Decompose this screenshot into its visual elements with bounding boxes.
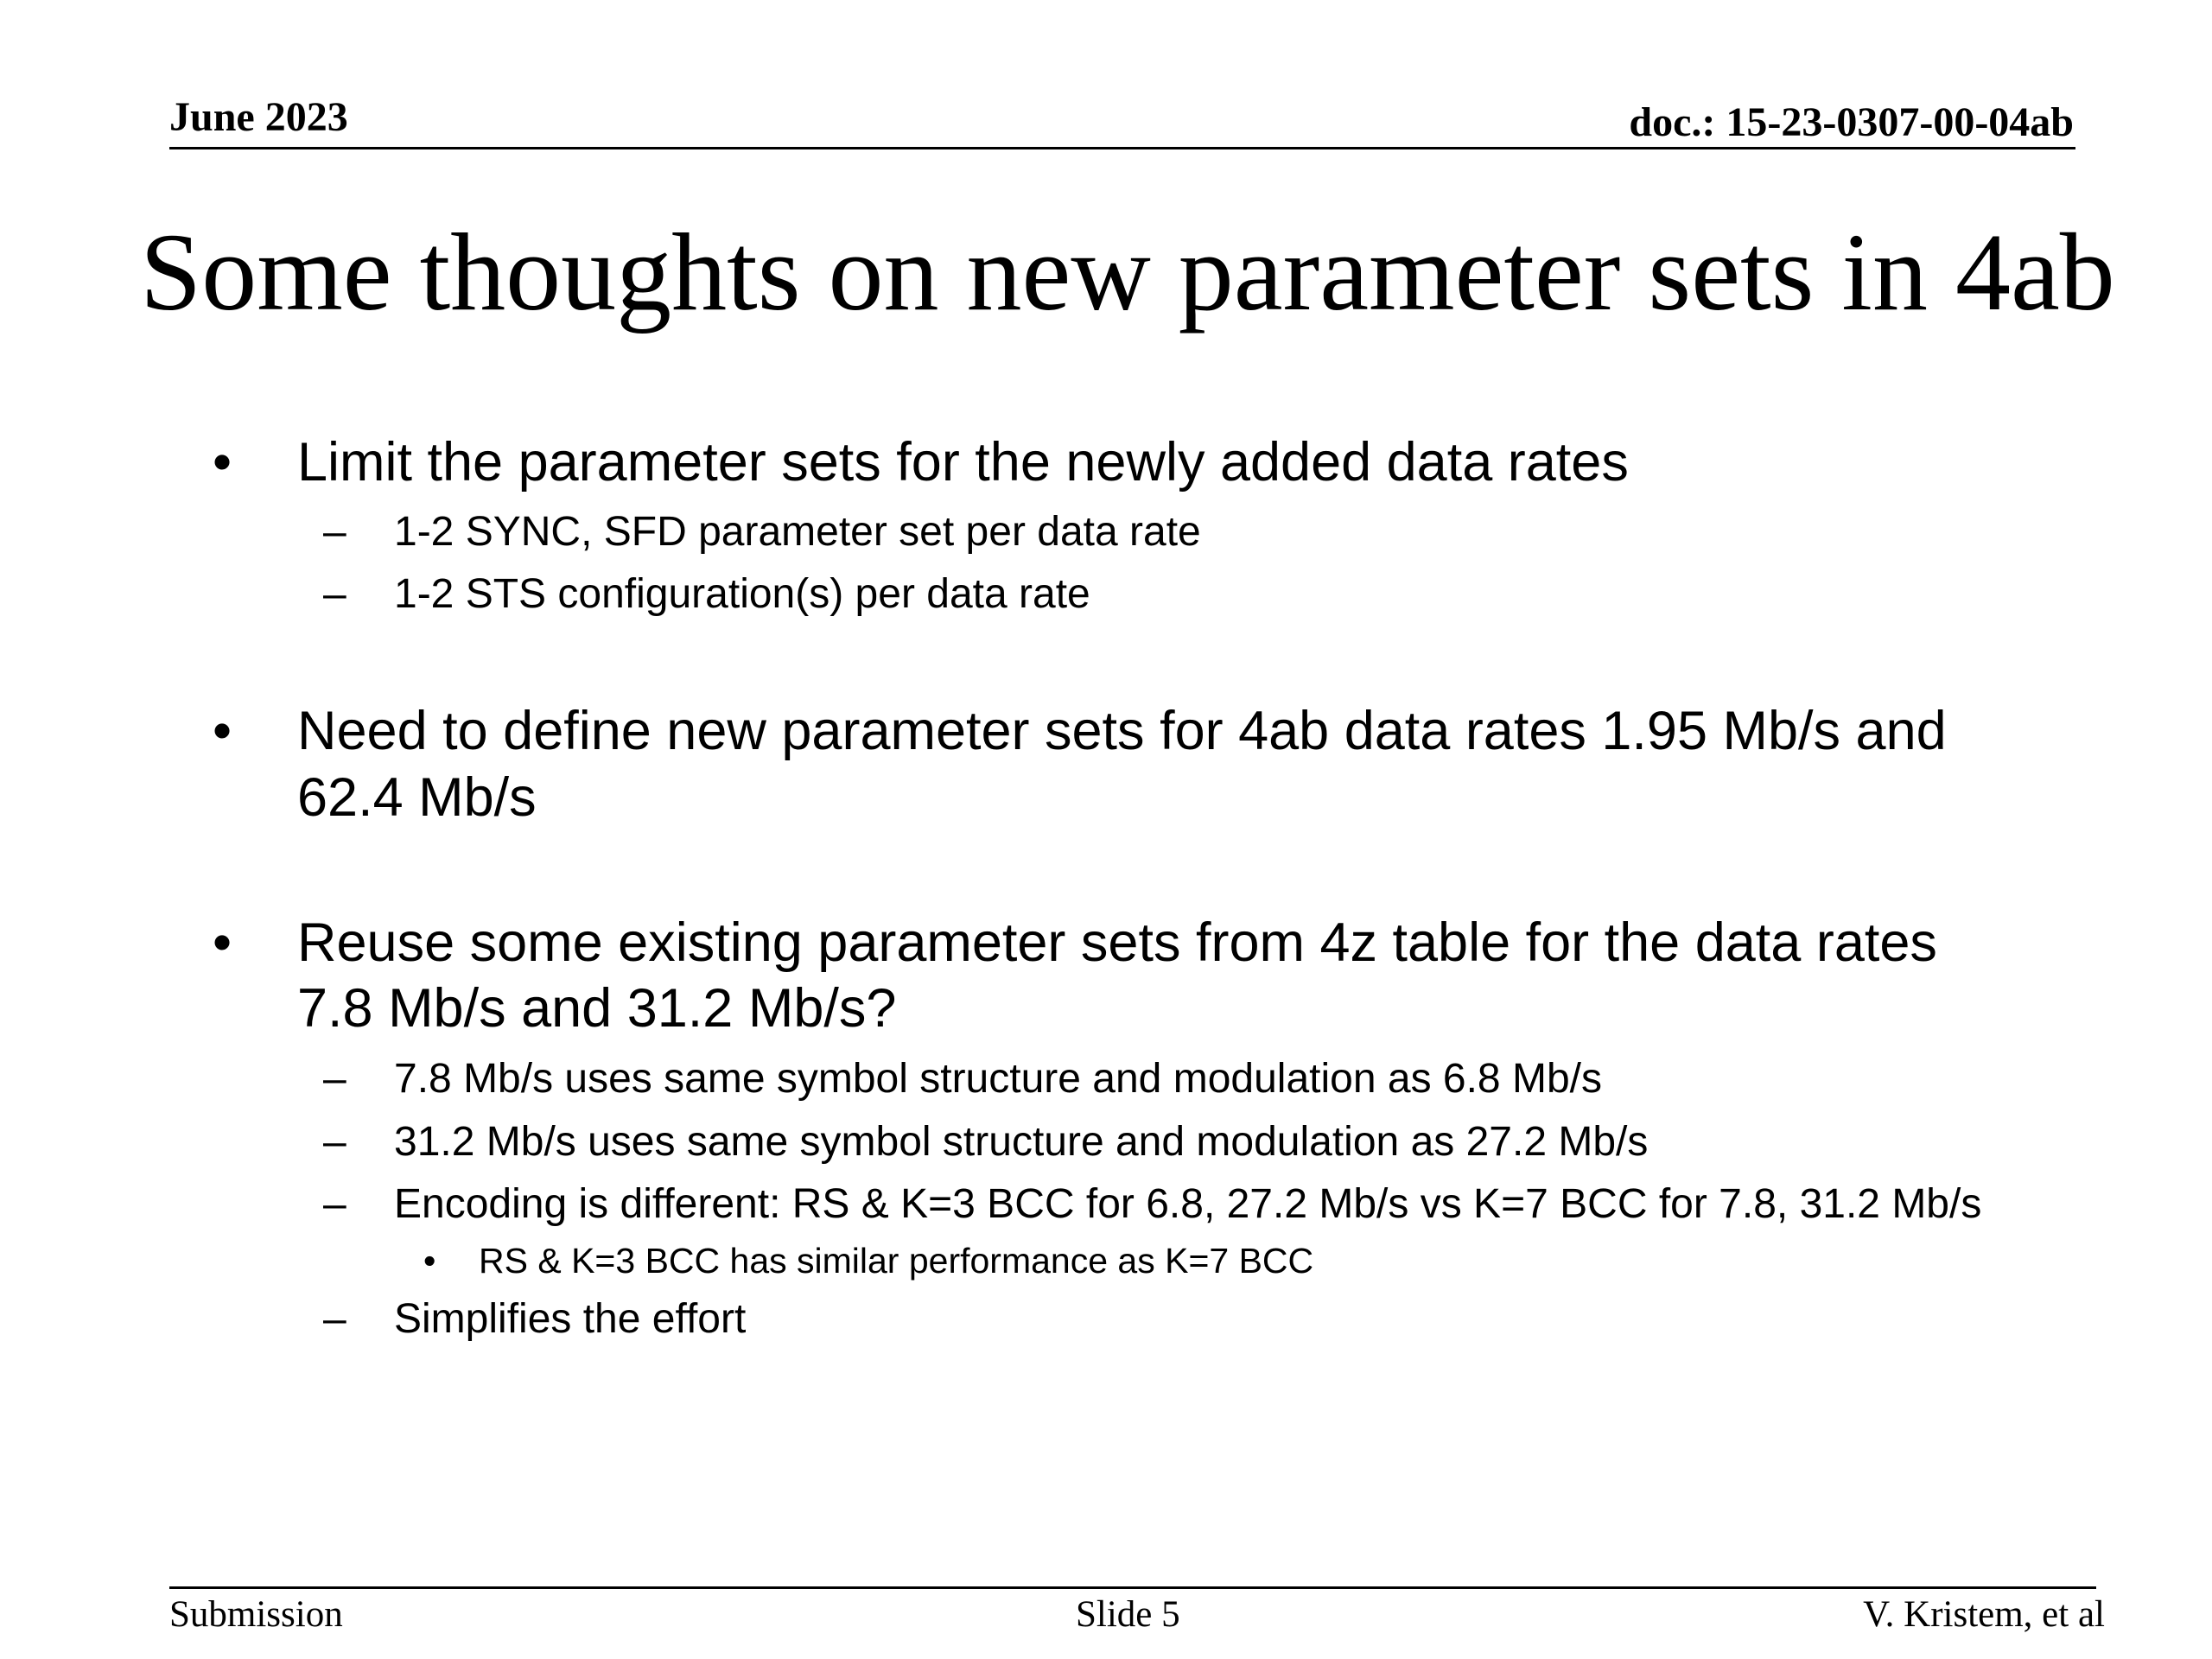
bullet-text-continuation: 7.8 Mb/s and 31.2 Mb/s?	[297, 978, 897, 1039]
bullet-text: Need to define new parameter sets for 4ab data rates 1.95 Mb/s and	[297, 701, 1947, 761]
bullet-text: Limit the parameter sets for the newly added data rates	[297, 432, 1629, 493]
bullet-marker: •	[213, 432, 232, 493]
sub-bullet-text: 7.8 Mb/s uses same symbol structure and modulation as 6.8 Mb/s	[394, 1056, 1602, 1102]
slide-title: Some thoughts on new parameter sets in 4ab	[140, 211, 2115, 334]
sub-bullet-text: 1-2 STS configuration(s) per data rate	[394, 571, 1090, 617]
sub-bullet-marker: –	[323, 509, 346, 555]
sub-bullet-text: Encoding is different: RS & K=3 BCC for 6.8, 27.2 Mb/s vs K=7 BCC for 7.8, 31.2 Mb/s	[394, 1181, 1982, 1227]
sub-bullet-marker: –	[323, 1119, 346, 1165]
footer-submission: Submission	[169, 1594, 343, 1635]
bullet-text-continuation: 62.4 Mb/s	[297, 767, 537, 828]
sub-bullet-text: 1-2 SYNC, SFD parameter set per data rate	[394, 509, 1201, 555]
sub-bullet-marker: –	[323, 1181, 346, 1227]
sub-bullet-text: Simplifies the effort	[394, 1296, 747, 1342]
sub-bullet-text: 31.2 Mb/s uses same symbol structure and modulation as 27.2 Mb/s	[394, 1119, 1649, 1165]
header-rule	[169, 147, 2075, 149]
footer-slide-number: Slide 5	[1076, 1594, 1180, 1635]
footer-rule	[169, 1586, 2096, 1589]
bullet-marker: •	[213, 701, 232, 761]
header-doc-number: doc.: 15-23-0307-00-04ab	[1629, 99, 2074, 145]
bullet-marker: •	[213, 912, 232, 973]
footer-authors: V. Kristem, et al	[1863, 1594, 2105, 1635]
sub-sub-bullet-text: RS & K=3 BCC has similar performance as K=7 BCC	[479, 1241, 1314, 1281]
sub-bullet-marker: –	[323, 571, 346, 617]
sub-bullet-marker: –	[323, 1056, 346, 1102]
sub-sub-bullet-marker: •	[423, 1241, 436, 1281]
sub-bullet-marker: –	[323, 1296, 346, 1342]
header-date: June 2023	[169, 94, 348, 140]
bullet-text: Reuse some existing parameter sets from 4z table for the data rates	[297, 912, 1937, 973]
